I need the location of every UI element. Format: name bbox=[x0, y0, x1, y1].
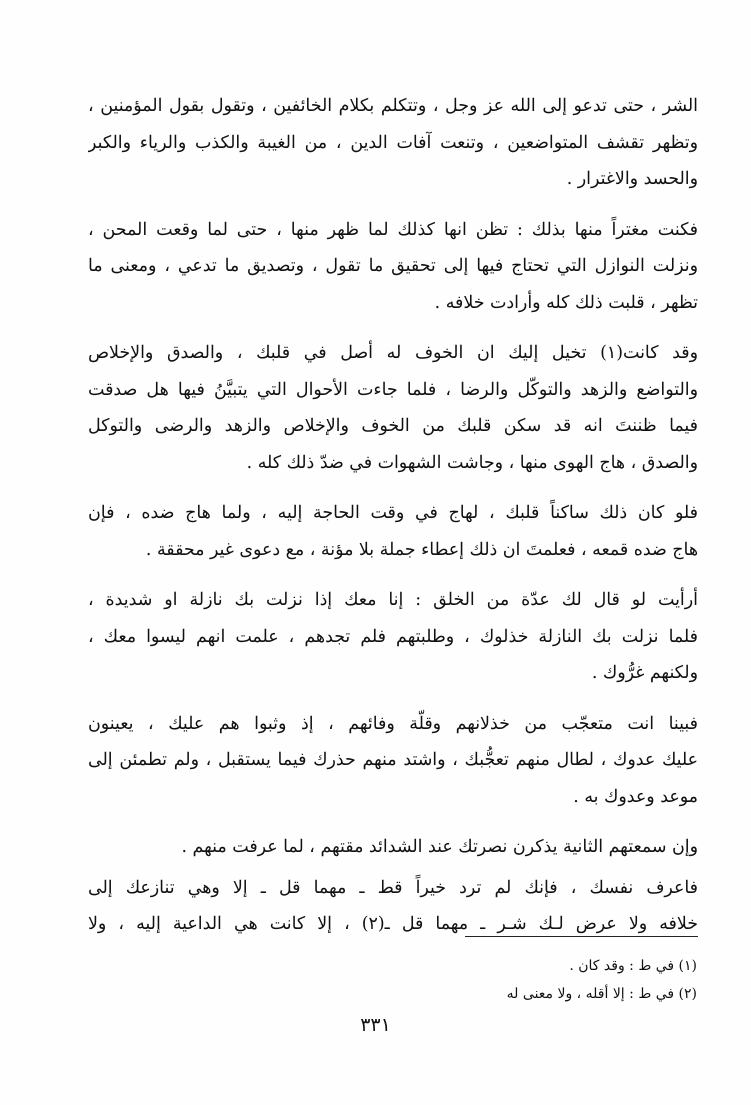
text-line: موعد وعدوك به . bbox=[573, 786, 698, 807]
paragraph-2 bbox=[88, 212, 698, 322]
text-line: عليك عدوك ، لطال منهم تعجُّبك ، واشتد منهم حذرك فيما يستقبل ، ولم تطمئن إلى bbox=[88, 750, 698, 770]
text-line: فاعرف نفسك ، فإنك لم ترد خيراً قط ـ مهما قل ـ إلا وهي تنازعك إلى bbox=[88, 877, 698, 898]
paragraph-8 bbox=[88, 870, 698, 943]
text-line: وإن سمعتهم الثانية يذكرن نصرتك عند الشدائد مقتهم ، لما عرفت منهم . bbox=[181, 837, 698, 857]
footnote-2: (٢) في ط : إلا أقله ، ولا معنى له bbox=[506, 986, 697, 1002]
text-line: فلو كان ذلك ساكناً قلبك ، لهاج في وقت الحاجة إليه ، ولما هاج ضده ، فإن bbox=[88, 503, 698, 523]
text-line: والتواضع والزهد والتوكّل والرضا ، فلما جاءت الأحوال التي يتبيَّنُ فيها هل صدقت bbox=[88, 379, 698, 400]
text-line: ولكنهم غرُّوك . bbox=[591, 663, 698, 683]
main-text bbox=[88, 88, 698, 943]
text-line: تظهر ، قلبت ذلك كله وأرادت خلافه . bbox=[434, 292, 698, 313]
text-line: أرأيت لو قال لك عدّة من الخلق : إنا معك إذا نزلت بك نازلة او شديدة ، bbox=[88, 590, 698, 610]
text-line: ونزلت النوازل التي تحتاج فيها إلى تحقيق ما تقول ، وتصديق ما تدعي ، ومعنى ما bbox=[88, 256, 698, 276]
text-line: والحسد والاغترار . bbox=[566, 169, 698, 189]
footnote-1: (١) في ط : وقد كان . bbox=[569, 958, 697, 974]
text-line: خلافه ولا عرض لـك شـر ـ مهما قل ـ(٢) ، إلا كانت هي الداعية إليه ، ولا bbox=[88, 914, 698, 934]
paragraph-6 bbox=[88, 706, 698, 816]
paragraph-5 bbox=[88, 582, 698, 692]
text-line: فكنت مغتراً منها بذلك : تظن انها كذلك لما ظهر منها ، حتى لما وقعت المحن ، bbox=[88, 219, 698, 240]
text-line: والصدق ، هاج الهوى منها ، وجاشت الشهوات في ضدّ ذلك كله . bbox=[246, 452, 698, 473]
paragraph-7 bbox=[88, 829, 698, 866]
text-line: وتظهر تقشف المتواضعين ، وتنعت آفات الدين ، من الغيبة والكذب والرياء والكبر bbox=[88, 132, 698, 153]
text-line: هاج ضده قمعه ، فعلمتَ ان ذلك إعطاء جملة بلا مؤنة ، مع دعوى غير محققة . bbox=[145, 539, 698, 560]
paragraph-4 bbox=[88, 495, 698, 568]
paragraph-1 bbox=[88, 88, 698, 198]
text-line: وقد كانت(١) تخيل إليك ان الخوف له أصل في قلبك ، والصدق والإخلاص bbox=[88, 343, 698, 363]
text-line: فيما ظننتَ انه قد سكن قلبك من الخوف والإخلاص والزهد والرضى والتوكل bbox=[88, 416, 698, 436]
text-line: فلما نزلت بك النازلة خذلوك ، وطلبتهم فلم تجدهم ، علمت انهم ليسوا معك ، bbox=[88, 626, 698, 647]
paragraph-3 bbox=[88, 335, 698, 481]
footnotes bbox=[300, 952, 697, 1008]
page-number: ٣٣١ bbox=[360, 1014, 391, 1036]
footnote-separator bbox=[465, 936, 698, 937]
text-line: فبينا انت متعجّب من خذلانهم وقلّة وفائهم ، إذ وثبوا هم عليك ، يعينون bbox=[88, 713, 698, 734]
text-line: الشر ، حتى تدعو إلى الله عز وجل ، وتتكلم بكلام الخائفين ، وتقول بقول المؤمنين ، bbox=[88, 96, 698, 116]
